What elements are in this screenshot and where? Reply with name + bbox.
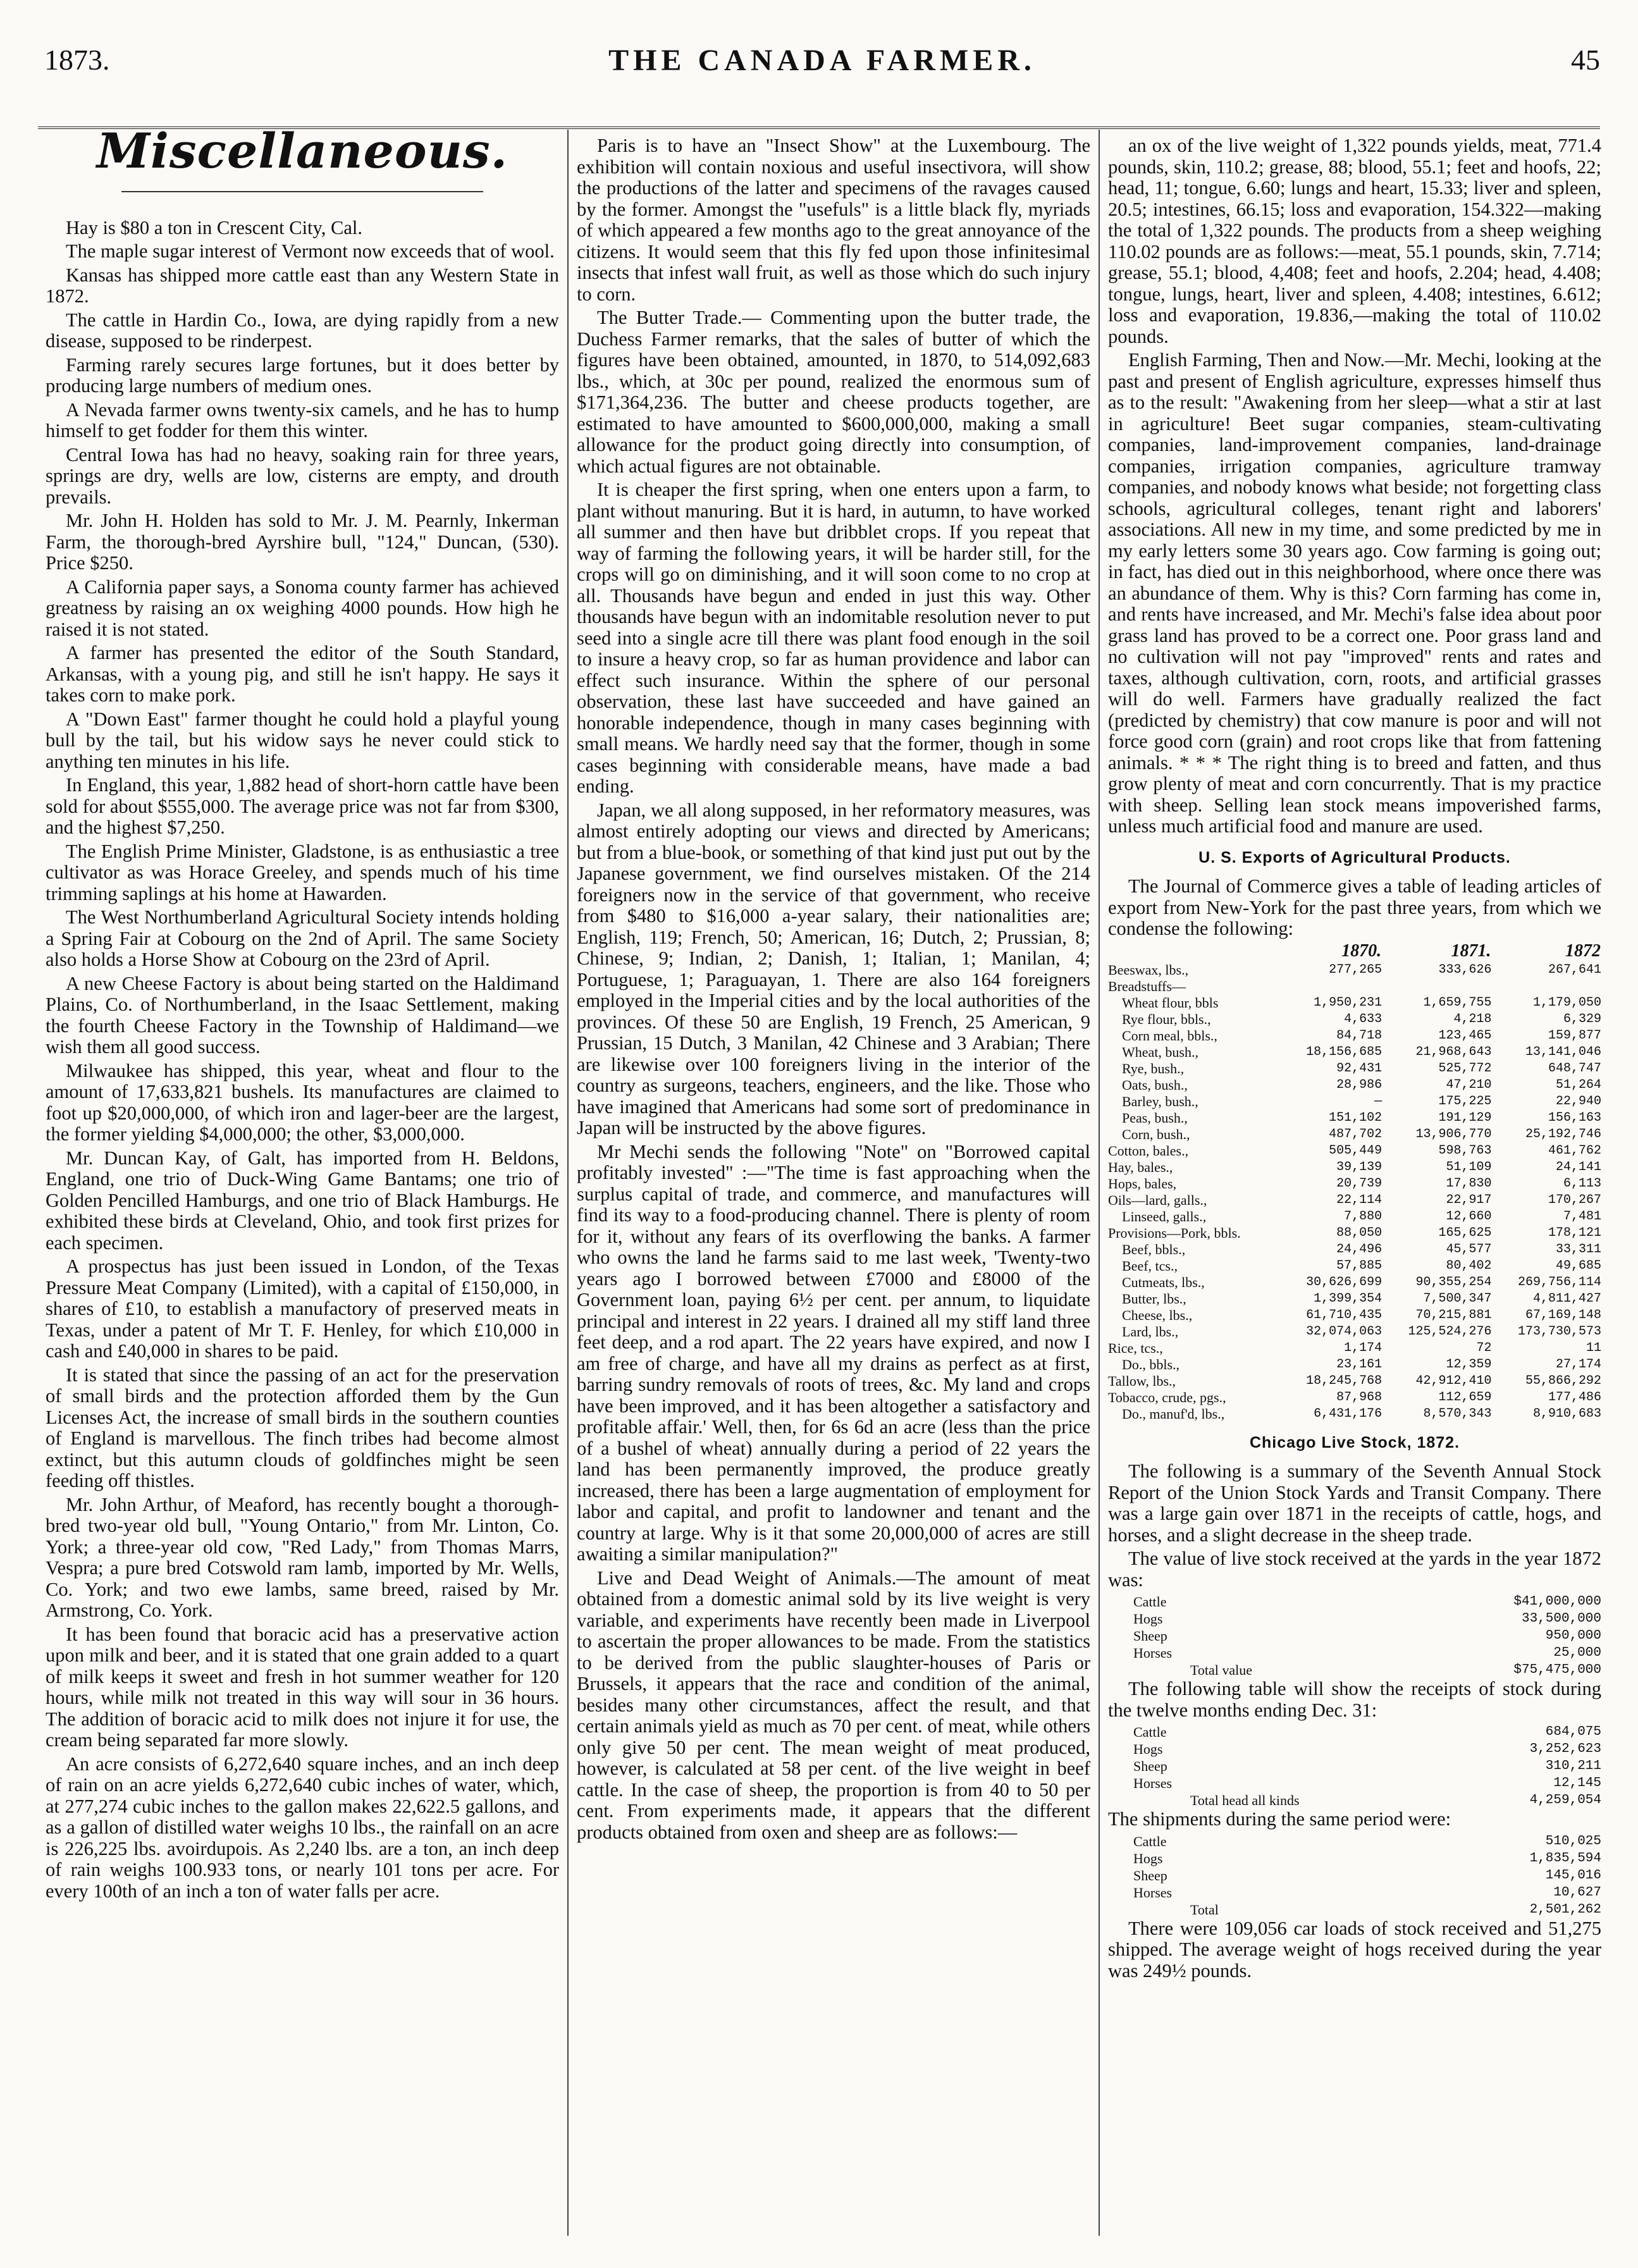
row-label: Hogs: [1133, 1611, 1163, 1627]
paragraph: Milwaukee has shipped, this year, wheat and flour to the amount of 17,633,821 bushels. Its manufactures are claimed to foot up $20,000,000, of which iron and lager-beer are the largest, the former yielding $4,000,000; the other, $3,000,000.: [46, 1059, 559, 1145]
paragraph: Mr. John Arthur, of Meaford, has recently bought a thorough-bred two-year old bull, "Young Ontario," from Mr. Linton, Co. York; a three-year old cow, "Red Lady," from Thomas Marrs, Vespra; a pure bred Cotswold ram lamb, imported by Mr. Wells, Co. York; and two ewe lambs, same breed, raised by Mr. Armstrong, Co. York.: [46, 1493, 559, 1621]
row-value: 165,625: [1438, 1225, 1492, 1240]
total-label: Total: [1190, 1901, 1219, 1918]
row-value: 598,763: [1438, 1143, 1492, 1158]
header-page-number: 45: [1571, 44, 1600, 76]
row-value: 70,215,881: [1415, 1307, 1492, 1322]
paragraph: A prospectus has just been issued in London, of the Texas Pressure Meat Company (Limited), with a capital of £150,000, in shares of £10, to establish a manufactory of preserved meats in Texas, under a patent of Mr T. F. Henley, for which £10,000 in cash and £40,000 in shares to be paid.: [46, 1255, 559, 1362]
row-value: 7,880: [1344, 1209, 1382, 1224]
table-row: [1108, 1094, 1601, 1110]
total-value: 2,501,262: [1529, 1902, 1601, 1917]
paragraph: A Nevada farmer owns twenty-six camels, and he has to hump himself to get fodder for them this winter.: [46, 398, 559, 441]
column-3: [1108, 135, 1601, 1984]
table-row: [1108, 1644, 1601, 1661]
row-value: 1,950,231: [1314, 995, 1382, 1010]
paragraph: Kansas has shipped more cattle east than any Western State in 1872.: [46, 264, 559, 307]
row-value: 159,877: [1548, 1028, 1601, 1043]
table-row: [1108, 1225, 1601, 1242]
table-row: [1108, 1028, 1601, 1044]
row-label: Hogs: [1133, 1850, 1163, 1866]
table-row: [1108, 1867, 1601, 1884]
column-1-paragraphs: [46, 218, 559, 1902]
paragraph: The West Northumberland Agricultural Society intends holding a Spring Fair at Cobourg on the 2nd of April. The same Society also holds a Horse Show at Cobourg on the 23rd of April.: [46, 906, 559, 970]
row-value: 6,329: [1563, 1011, 1601, 1026]
row-value: 18,156,685: [1306, 1044, 1382, 1059]
row-value: 1,399,354: [1314, 1291, 1382, 1306]
row-label: Provisions—Pork, bbls.: [1108, 1224, 1241, 1241]
row-label: Horses: [1133, 1775, 1173, 1791]
table-row: [1108, 1340, 1601, 1357]
row-value: 88,050: [1336, 1225, 1382, 1240]
row-value: 177,486: [1548, 1390, 1601, 1405]
row-label: Linseed, galls.,: [1122, 1208, 1207, 1224]
header-year: 1873.: [44, 44, 110, 76]
row-value: 27,174: [1555, 1357, 1601, 1372]
row-value: 7,500,347: [1423, 1291, 1492, 1306]
total-value: 4,259,054: [1529, 1793, 1601, 1808]
row-value: 191,129: [1438, 1110, 1492, 1125]
paragraph: It has been found that boracic acid has a preservative action upon milk and beer, and it is stated that one grain added to a quart of milk keeps it sweet and fresh in hot summer weather for 120 hours, while milk not treated in this way will sour in 36 hours. The addition of boracic acid to milk does not injure it for use, the cream being separated far more slowly.: [46, 1623, 559, 1751]
table-row: [1108, 1593, 1601, 1610]
row-label: Do., manuf'd, lbs.,: [1122, 1405, 1225, 1422]
row-value: 950,000: [1545, 1629, 1601, 1643]
row-value: 12,145: [1553, 1776, 1601, 1790]
paragraph: Live and Dead Weight of Animals.—The amount of meat obtained from a domestic animal sold by its live weight is very variable, and experiments have recently been made in Liverpool to ascertain the proper allowances to be made. From the statistics to be derived from the public slaughter-houses of Paris or Brussels, it appears that the race and condition of the animal, besides many other circumstances, affect the result, and that certain animals yield as much as 70 per cent. of meat, while others only give 50 per cent. The mean weight of meat produced, however, is calculated at 58 per cent. of the live weight in beef cattle. In the case of sheep, the proportion is from 40 to 50 per cent. From experiments made, it appears that the different products obtained from oxen and sheep are as follows:—: [577, 1567, 1090, 1843]
row-value: 175,225: [1438, 1094, 1492, 1109]
table-row: [1108, 1390, 1601, 1406]
row-value: 487,702: [1329, 1126, 1382, 1142]
value-table: [1108, 1593, 1601, 1679]
row-value: 42,912,410: [1415, 1373, 1492, 1388]
table-row: [1108, 1143, 1601, 1159]
total-label: Total head all kinds: [1190, 1792, 1300, 1808]
paragraph: A farmer has presented the editor of the South Standard, Arkansas, with a young pig, and still he isn't happy. He says it takes corn to make pork.: [46, 642, 559, 706]
row-label: Oils—lard, galls.,: [1108, 1192, 1207, 1208]
row-label: Hops, bales,: [1108, 1175, 1177, 1192]
row-value: 11: [1586, 1340, 1601, 1355]
table-row: [1108, 1291, 1601, 1307]
row-label: Sheep: [1133, 1867, 1167, 1883]
row-label: Lard, lbs.,: [1122, 1323, 1179, 1340]
row-value: 269,756,114: [1517, 1274, 1601, 1290]
row-label: Sheep: [1133, 1758, 1167, 1774]
row-value: 7,481: [1563, 1209, 1601, 1224]
livestock-heading: Chicago Live Stock, 1872.: [1249, 1433, 1460, 1451]
row-value: 333,626: [1438, 962, 1492, 977]
row-value: 4,633: [1344, 1011, 1382, 1026]
table-row: [1108, 978, 1601, 995]
row-value: 22,940: [1555, 1094, 1601, 1109]
table-row: [1108, 1610, 1601, 1627]
row-value: 30,626,699: [1306, 1274, 1382, 1290]
column-2-paragraphs: [577, 135, 1090, 1843]
row-label: Rice, tcs.,: [1108, 1340, 1163, 1356]
row-value: 170,267: [1548, 1192, 1601, 1207]
table-row: [1108, 1176, 1601, 1192]
row-value: 25,000: [1553, 1646, 1601, 1660]
row-value: 684,075: [1545, 1725, 1601, 1739]
paragraph: In England, this year, 1,882 head of short-horn cattle have been sold for about $555,000. The average price was not far from $300, and the highest $7,250.: [46, 774, 559, 838]
row-value: 6,431,176: [1314, 1406, 1382, 1421]
row-value: 47,210: [1446, 1077, 1492, 1092]
table-row: [1108, 1758, 1601, 1775]
exports-year-1872: 1872: [1565, 940, 1601, 961]
row-value: 61,710,435: [1306, 1307, 1382, 1322]
closing-paragraph: There were 109,056 car loads of stock received and 51,275 shipped. The average weight of hogs received during the year was 249½ pounds.: [1108, 1917, 1601, 1981]
row-label: Horses: [1133, 1645, 1173, 1661]
paragraph: The Butter Trade.— Commenting upon the butter trade, the Duchess Farmer remarks, that the sales of butter of which the figures have been obtained, amounted, in 1870, to 514,092,683 lbs., which, at 30c per pound, realized the enormous sum of $171,364,236. The butter and cheese products together, are estimated to have amounted to $600,000,000, making a small allowance for the product going directly into consumption, of which actual figures are not obtainable.: [577, 307, 1090, 477]
row-label: Beef, tcs.,: [1122, 1257, 1178, 1274]
table-row: [1108, 1723, 1601, 1741]
row-value: 24,141: [1555, 1159, 1601, 1174]
row-label: Cutmeats, lbs.,: [1122, 1274, 1205, 1290]
table-row: [1108, 1159, 1601, 1176]
row-value: 24,496: [1336, 1242, 1382, 1257]
row-value: 8,910,683: [1532, 1406, 1601, 1421]
row-label: Hogs: [1133, 1741, 1163, 1757]
paragraph: Mr. John H. Holden has sold to Mr. J. M. Pearnly, Inkerman Farm, the thorough-bred Ayrshire bull, "124," Duncan, (530). Price $250.: [46, 510, 559, 574]
row-label: Rye flour, bbls.,: [1122, 1011, 1211, 1027]
paragraph: A new Cheese Factory is about being started on the Haldimand Plains, Co. of Northumberland, in the Isaac Settlement, making the fourth Cheese Factory in the Township of Haldimand—we wish them all good success.: [46, 972, 559, 1057]
row-value: 648,747: [1548, 1061, 1601, 1076]
table-row: [1108, 1077, 1601, 1094]
row-value: 1,179,050: [1532, 995, 1601, 1010]
table-row: [1108, 1775, 1601, 1792]
row-value: 39,139: [1336, 1159, 1382, 1174]
row-value: [1282, 978, 1382, 995]
exports-year-1870: 1870.: [1341, 940, 1382, 961]
table-row: [1108, 1406, 1601, 1422]
exports-table: [1108, 942, 1601, 1422]
table-row: [1108, 1044, 1601, 1061]
table-row: [1108, 1357, 1601, 1373]
row-value: 156,163: [1548, 1110, 1601, 1125]
row-value: 90,355,254: [1415, 1274, 1492, 1290]
row-value: 13,141,046: [1525, 1044, 1601, 1059]
paragraph: A California paper says, a Sonoma county farmer has achieved greatness by raising an ox weighing 4000 pounds. How high he raised it is not stated.: [46, 576, 559, 640]
row-label: Sheep: [1133, 1628, 1167, 1644]
column-3-paragraphs: [1108, 135, 1601, 837]
table-row: [1108, 1242, 1601, 1258]
table-row: [1108, 1627, 1601, 1644]
column-1: [46, 123, 559, 1904]
row-value: [1492, 978, 1601, 995]
row-value: 1,659,755: [1423, 995, 1492, 1010]
exports-heading: U. S. Exports of Agricultural Products.: [1198, 848, 1511, 866]
paragraph: Japan, we all along supposed, in her reformatory measures, was almost entirely adopting our views and directed by Americans; but from a blue-book, or something of that kind just put out by the Japanese government, we find ourselves mistaken. Of the 214 foreigners now in the service of that government, who receive from $480 to $16,000 a-year salary, their nationalities are; English, 119; French, 50; American, 16; Dutch, 2; Prussian, 8; Chinese, 9; Indian, 2; Danish, 1; Italian, 1; Manilan, 4; Portuguese, 1; Paraguayan, 1. There are also 164 foreigners employed in the Imperial cities and by the local authorities of the provinces. Of these 50 are English, 19 French, 25 American, 9 Prussian, 15 Dutch, 3 Manilan, 42 Chinese and 3 Arabian; There are likewise over 100 foreigners living in the interior of the country as surgeons, teachers, engineers, and the like. Those who have imagined that Americans had some sort of predominance in Japan will be instructed by the above figures.: [577, 799, 1090, 1138]
table-row: [1108, 1011, 1601, 1028]
shipments-table: [1108, 1833, 1601, 1918]
row-value: 13,906,770: [1415, 1126, 1492, 1142]
receipts-table: [1108, 1723, 1601, 1809]
shipments-intro: The shipments during the same period were:: [1108, 1808, 1451, 1830]
row-value: 123,465: [1438, 1028, 1492, 1043]
row-value: 3,252,623: [1529, 1742, 1601, 1756]
row-value: 22,917: [1446, 1192, 1492, 1207]
row-label: Tobacco, crude, pgs.,: [1108, 1389, 1226, 1405]
row-value: 33,311: [1555, 1242, 1601, 1257]
row-label: Wheat, bush.,: [1122, 1044, 1198, 1060]
row-value: 151,102: [1329, 1110, 1382, 1125]
row-value: —: [1374, 1094, 1382, 1109]
row-value: 72: [1476, 1340, 1492, 1355]
row-label: Hay, bales.,: [1108, 1159, 1173, 1175]
row-value: 178,121: [1548, 1225, 1601, 1240]
table-row: [1108, 1850, 1601, 1867]
row-label: Rye, bush.,: [1122, 1060, 1185, 1076]
row-label: Barley, bush.,: [1122, 1093, 1198, 1109]
paragraph: Central Iowa has had no heavy, soaking rain for three years, springs are dry, wells are low, cisterns are empty, and drouth prevails.: [46, 443, 559, 508]
column-divider: [567, 130, 569, 2236]
table-row: [1108, 1884, 1601, 1901]
row-value: 12,660: [1446, 1209, 1492, 1224]
row-value: 4,811,427: [1532, 1291, 1601, 1306]
row-value: 84,718: [1336, 1028, 1382, 1043]
row-value: 92,431: [1336, 1061, 1382, 1076]
paragraph: English Farming, Then and Now.—Mr. Mechi, looking at the past and present of English agriculture, expresses himself thus as to the result: "Awakening from her sleep—what a stir at last in agriculture! Beet sugar companies, steam-cultivating companies, land-improvement companies, land-drainage companies, irrigation companies, agriculture tramway companies, and nobody knows what beside; not forgetting class schools, agricultural colleges, tenant right and laborers' associations. All new in my time, and some predicted by me in my early letters some 30 years ago. Cow farming is going out; in fact, has died out in this neighborhood, where once there was an abundance of them. Why is this? Corn farming has come in, and rents have increased, and Mr. Mechi's false idea about poor grass land has proved to be a correct one. Poor grass land and no cultivation will not pay "improved" rents and rates and taxes, although cultivation, corn, roots, and artificial grasses will do well. Farmers have gradually realized the fact (predicted by chemistry) that cow manure is poor and will not force good corn (grain) and root crops like that from fattening animals. * * * The right thing is to breed and fatten, and thus grow plenty of meat and corn concurrently. That is my practice with sheep. Selling lean stock means impoverished farms, unless much artificial food and manure are used.: [1108, 349, 1602, 837]
row-label: Cheese, lbs.,: [1122, 1307, 1193, 1323]
row-value: 45,577: [1446, 1242, 1492, 1257]
row-label: Oats, bush.,: [1122, 1076, 1188, 1093]
row-label: Butter, lbs.,: [1122, 1290, 1186, 1307]
table-row: [1108, 1192, 1601, 1209]
paragraph: It is cheaper the first spring, when one enters upon a farm, to plant without manuring. But it is hard, in autumn, to have worked all summer and then have but dribblet crops. If you repeat that way of farming the following years, it will be harder still, for the crops will go on diminishing, and it will soon come to no crop at all. Thousands have begun and ended in just this way. Other thousands have begun with an indomitable resolution never to put seed into a single acre till there was plant food enough in the soil to insure a heavy crop, so far as human providence and labor can effect such insurance. Within the sphere of our personal observation, these last have succeeded and have gained an honorable independence, though in many cases beginning with small means. We hardly need say that the former, though in some cases beginning with considerable means, have made a bad ending.: [577, 479, 1090, 797]
row-value: 25,192,746: [1525, 1126, 1601, 1142]
row-value: 23,161: [1336, 1357, 1382, 1372]
row-value: 4,218: [1453, 1011, 1492, 1026]
row-label: Cattle: [1133, 1724, 1167, 1740]
row-label: Wheat flour, bbls: [1122, 994, 1219, 1011]
row-value: 112,659: [1438, 1390, 1492, 1405]
row-value: 22,114: [1336, 1192, 1382, 1207]
row-value: 8,570,343: [1423, 1406, 1492, 1421]
row-value: 525,772: [1438, 1061, 1492, 1076]
row-value: 310,211: [1545, 1759, 1601, 1773]
row-value: 18,245,768: [1306, 1373, 1382, 1388]
table-row: [1108, 962, 1601, 978]
row-value: 51,264: [1555, 1077, 1601, 1092]
column-2: [577, 135, 1090, 1846]
row-value: 49,685: [1555, 1258, 1601, 1273]
total-label: Total value: [1190, 1662, 1253, 1678]
row-value: 57,885: [1336, 1258, 1382, 1273]
row-value: 67,169,148: [1525, 1307, 1601, 1322]
value-intro: The value of live stock received at the yards in the year 1872 was:: [1108, 1548, 1601, 1591]
header-title: THE CANADA FARMER.: [608, 44, 1036, 77]
row-label: Corn, bush.,: [1122, 1126, 1190, 1142]
section-title: Miscellaneous.: [96, 123, 508, 179]
row-value: $41,000,000: [1513, 1594, 1601, 1609]
table-row: [1108, 1061, 1601, 1077]
row-value: 20,739: [1336, 1176, 1382, 1191]
row-value: 1,835,594: [1529, 1851, 1601, 1866]
row-value: 21,968,643: [1415, 1044, 1492, 1059]
row-value: 33,500,000: [1521, 1612, 1601, 1626]
row-value: 12,359: [1446, 1357, 1492, 1372]
row-value: 505,449: [1329, 1143, 1382, 1158]
row-value: 51,109: [1446, 1159, 1492, 1174]
row-value: 10,627: [1553, 1885, 1601, 1900]
row-value: 173,730,573: [1517, 1324, 1601, 1339]
table-row: [1108, 1126, 1601, 1143]
paragraph: A "Down East" farmer thought he could hold a playful young bull by the tail, but his widow says he never could stick to anything ten minutes in his life.: [46, 708, 559, 772]
row-value: 461,762: [1548, 1143, 1601, 1158]
row-label: Cotton, bales.,: [1108, 1142, 1189, 1159]
table-row: [1108, 1209, 1601, 1225]
section-rule: [121, 191, 483, 192]
total-value: $75,475,000: [1513, 1663, 1601, 1677]
total-row: [1108, 1901, 1601, 1918]
row-label: Breadstuffs—: [1108, 978, 1186, 994]
row-label: Corn meal, bbls.,: [1122, 1027, 1217, 1044]
paragraph: The cattle in Hardin Co., Iowa, are dying rapidly from a new disease, supposed to be rinderpest.: [46, 309, 559, 352]
table-row: [1108, 1741, 1601, 1758]
page-header: [44, 43, 1600, 81]
row-label: Beef, bbls.,: [1122, 1241, 1186, 1257]
row-value: 510,025: [1545, 1834, 1601, 1849]
row-value: 277,265: [1329, 962, 1382, 977]
table-row: [1108, 1373, 1601, 1390]
receipts-intro: The following table will show the receipts of stock during the twelve months ending Dec. 31:: [1108, 1678, 1601, 1721]
row-label: Cattle: [1133, 1594, 1167, 1610]
paragraph: an ox of the live weight of 1,322 pounds yields, meat, 771.4 pounds, skin, 110.2; grease, 88; blood, 55.1; feet and hoofs, 22; head, 11; tongue, 6.60; lungs and heart, 15.33; liver and spleen, 20.5; intestines, 66.15; loss and evaporation, 154.322—making the total of 1,322 pounds. The products from a sheep weighing 110.02 pounds are as follows:—meat, 55.1 pounds, skin, 7.714; grease, 55.1; blood, 4,408; feet and hoofs, 2.204; head, 4.408; tongue, lungs, heart, liver and spleen, 4.408; intestines, 6.612; loss and evaporation, 19.836,—making the total of 110.02 pounds.: [1108, 135, 1601, 347]
total-row: [1108, 1661, 1601, 1679]
row-label: Tallow, lbs.,: [1108, 1372, 1176, 1389]
column-divider: [1099, 130, 1100, 2236]
table-row: [1108, 995, 1601, 1011]
row-value: 87,968: [1336, 1390, 1382, 1405]
table-row: [1108, 1307, 1601, 1324]
paragraph: Farming rarely secures large fortunes, but it does better by producing large numbers of medium ones.: [46, 354, 559, 397]
total-row: [1108, 1792, 1601, 1809]
row-label: Cattle: [1133, 1833, 1167, 1849]
row-value: 267,641: [1548, 962, 1601, 977]
livestock-intro: The following is a summary of the Seventh Annual Stock Report of the Union Stock Yards and Transit Company. There was a large gain over 1871 in the receipts of cattle, hogs, and horses, and a slight decrease in the sheep trade.: [1108, 1460, 1601, 1546]
exports-year-1871: 1871.: [1451, 940, 1491, 961]
row-value: 32,074,063: [1306, 1324, 1382, 1339]
row-value: 1,174: [1344, 1340, 1382, 1355]
row-value: 125,524,276: [1408, 1324, 1492, 1339]
row-value: 6,113: [1563, 1176, 1601, 1191]
paragraph: The English Prime Minister, Gladstone, is as enthusiastic a tree cultivator as was Horace Greeley, and spends much of his time trimming saplings at his home at Hawarden.: [46, 840, 559, 904]
paragraph: Hay is $80 a ton in Crescent City, Cal.: [66, 216, 363, 238]
row-label: Beeswax, lbs.,: [1108, 961, 1189, 978]
paragraph: An acre consists of 6,272,640 square inches, and an inch deep of rain on an acre yields 6,272,640 cubic inches of water, which, at 277,274 cubic inches to the gallon makes 22,622.5 gallons, and as a gallon of distilled water weighs 10 lbs., the rainfall on an acre is 226,225 lbs. avoirdupois. As 2,240 lbs. are a ton, an inch deep of rain weighs 100.933 tons, or nearly 101 tons per acre. For every 100th of an inch a ton of water falls per acre.: [46, 1753, 559, 1902]
table-row: [1108, 1274, 1601, 1291]
paragraph: Mr Mechi sends the following "Note" on "Borrowed capital profitably invested" :—"The time is fast approaching when the surplus capital of trade, and commerce, and manufactures will find its way to a food-producing channel. There is plenty of room for it, without any fears of its overflowing the banks. A farmer who owns the land he farms said to me last week, 'Twenty-two years ago I borrowed between £7000 and £8000 of the Government loan, paying 6½ per cent. per annum, to liquidate principal and interest in 22 years. I drained all my stiff land three feet deep, and a rod apart. The 22 years have expired, and now I am free of charge, and have all my drains as perfect as at first, barring sundry removals of roots of trees, &c. My land and crops have been improved, and it has been altogether a satisfactory and profitable affair.' Well, then, for 6s 6d an acre (less than the price of a bushel of wheat) annually during a period of 22 years the land has been permanently improved, the produce greatly increased, there has been a large augmentation of employment for labor and capital, and profit to landowner and tenant and the country at large. Why is it that some 20,000,000 of acres are still awaiting a similar manipulation?": [577, 1140, 1090, 1565]
paragraph: Mr. Duncan Kay, of Galt, has imported from H. Beldons, England, one trio of Duck-Wing Game Bantams; one trio of Golden Pencilled Hamburgs, and one trio of Black Hamburgs. He exhibited these birds at Cleveland, Ohio, and took first prizes for each specimen.: [46, 1147, 559, 1254]
table-row: [1108, 1324, 1601, 1340]
table-row: [1108, 1833, 1601, 1850]
paragraph: The maple sugar interest of Vermont now exceeds that of wool.: [66, 240, 555, 262]
table-row: [1108, 1110, 1601, 1126]
paragraph: Paris is to have an "Insect Show" at the Luxembourg. The exhibition will contain noxious and useful insectivora, will show the productions of the latter and specimens of the ravages caused by the former. Amongst the "usefuls" is a little black fly, myriads of which appeared a few months ago to the great annoyance of the citizens. It would seem that this fly fed upon those infinitesimal insects that infest wall fruit, as well as those which do such injury to corn.: [577, 135, 1090, 305]
row-value: 145,016: [1545, 1868, 1601, 1883]
row-value: 17,830: [1446, 1176, 1492, 1191]
row-label: Peas, bush.,: [1122, 1109, 1188, 1126]
table-row: [1108, 1258, 1601, 1274]
paragraph: It is stated that since the passing of an act for the preservation of small birds and the protection afforded them by the Gun Licenses Act, the increase of small birds in the southern counties of England is marvellous. The finch tribes had become almost extinct, but this autumn clouds of goldfinches might be seen feeding off thistles.: [46, 1364, 559, 1491]
row-value: 55,866,292: [1525, 1373, 1601, 1388]
row-value: [1382, 978, 1491, 995]
row-label: Do., bbls.,: [1122, 1356, 1180, 1372]
exports-intro: The Journal of Commerce gives a table of leading articles of export from New-York for the past three years, from which we condense the following:: [1108, 875, 1601, 939]
row-value: 28,986: [1336, 1077, 1382, 1092]
row-value: 80,402: [1446, 1258, 1492, 1273]
row-label: Horses: [1133, 1884, 1173, 1901]
